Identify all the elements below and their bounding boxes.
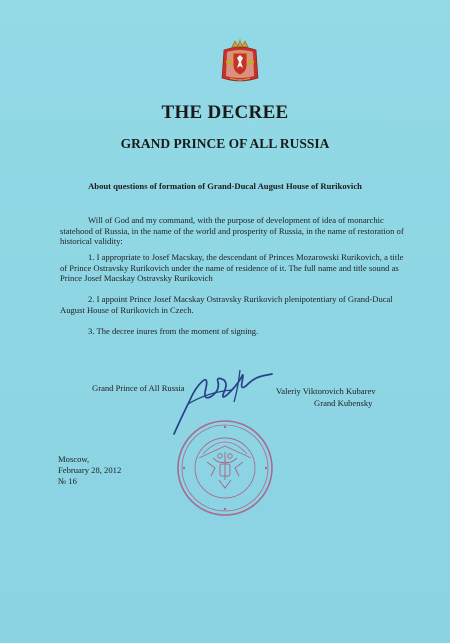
signatory-name: Valeriy Viktorovich Kubarev <box>276 386 376 396</box>
signatory-title: Grand Kubensky <box>314 398 373 408</box>
clause-1-paragraph: 1. I appropriate to Josef Macskay, the descendant of Princes Mozarowski Rurikovich, a title of Prince Ostravsky Rurikovich under the name of residence of it. The full name and title sound as Prince Josef Macskay Ostravsky Rurikovich <box>60 252 404 284</box>
decree-number: № 16 <box>58 475 77 486</box>
coat-of-arms-icon <box>218 38 262 84</box>
document-about: About questions of formation of Grand-Ducal August House of Rurikovich <box>88 181 362 191</box>
document-subtitle: GRAND PRINCE OF ALL RUSSIA <box>120 136 330 151</box>
signatory-position: Grand Prince of All Russia <box>92 383 185 393</box>
place-city: Moscow, <box>58 454 90 464</box>
handwritten-signature-icon <box>168 362 278 442</box>
decree-date: February 28, 2012 <box>58 464 122 475</box>
clause-2-paragraph: 2. I appoint Prince Josef Macskay Ostravsky Rurikovich plenipotentiary of Grand-Ducal August House of Rurikovich in Czech. <box>60 294 393 315</box>
place-and-date <box>58 454 121 486</box>
preamble-paragraph: Will of God and my command, with the purpose of development of idea of monarchic statehood of Russia, in the name of the world and prosperity of Russia, in the name of restoration of historical validity: <box>60 215 404 247</box>
clause-3-paragraph: 3. The decree inures from the moment of signing. <box>88 326 259 336</box>
document-title: THE DECREE <box>161 102 289 123</box>
